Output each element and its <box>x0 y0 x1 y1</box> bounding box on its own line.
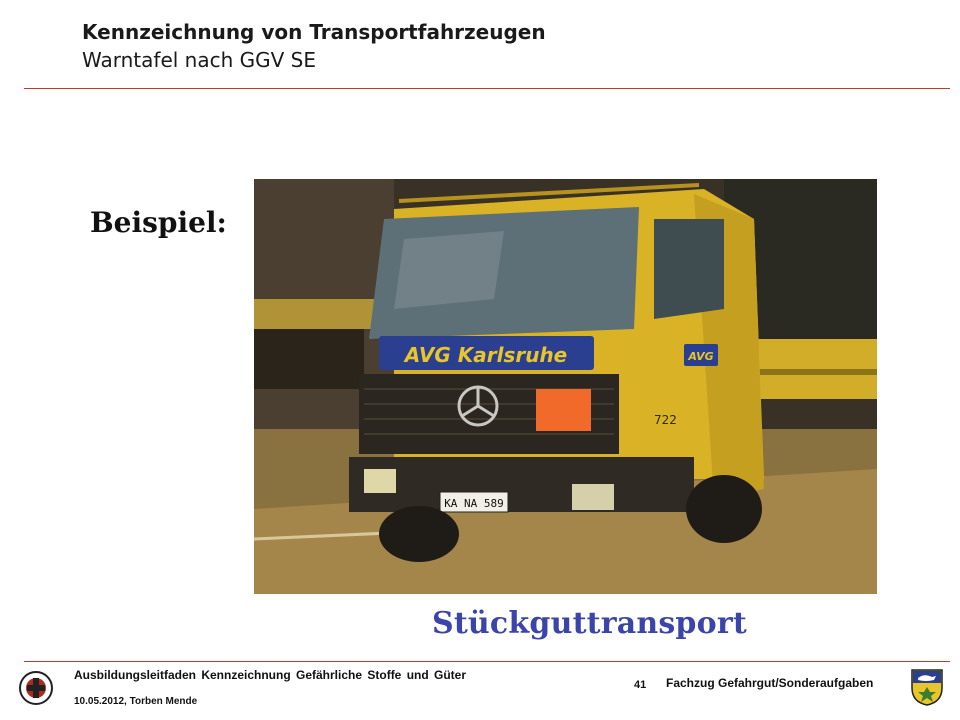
slide-title: Kennzeichnung von Transportfahrzeugen <box>82 20 546 44</box>
fleet-number: 722 <box>654 413 677 427</box>
side-logo-text: AVG <box>688 350 714 363</box>
footer-unit-name: Fachzug Gefahrgut/Sonderaufgaben <box>666 676 874 690</box>
truck-photo <box>254 179 877 594</box>
footer-date-author: 10.05.2012, Torben Mende <box>74 696 198 707</box>
truck-banner-text: AVG Karlsruhe <box>404 343 568 367</box>
slide-subtitle: Warntafel nach GGV SE <box>82 48 316 72</box>
example-label: Beispiel: <box>90 206 227 239</box>
photo-caption: Stückguttransport <box>432 606 747 641</box>
footer-divider <box>24 661 950 662</box>
header-divider <box>24 88 950 89</box>
footer-document-title: Ausbildungsleitfaden Kennzeichnung Gefährliche Stoffe und Güter <box>74 668 467 682</box>
license-plate-text: KA NA 589 <box>444 497 504 510</box>
warning-plate <box>536 389 591 431</box>
fire-brigade-logo-icon <box>18 670 54 706</box>
coat-of-arms-icon <box>910 668 944 706</box>
page-number: 41 <box>634 679 647 691</box>
